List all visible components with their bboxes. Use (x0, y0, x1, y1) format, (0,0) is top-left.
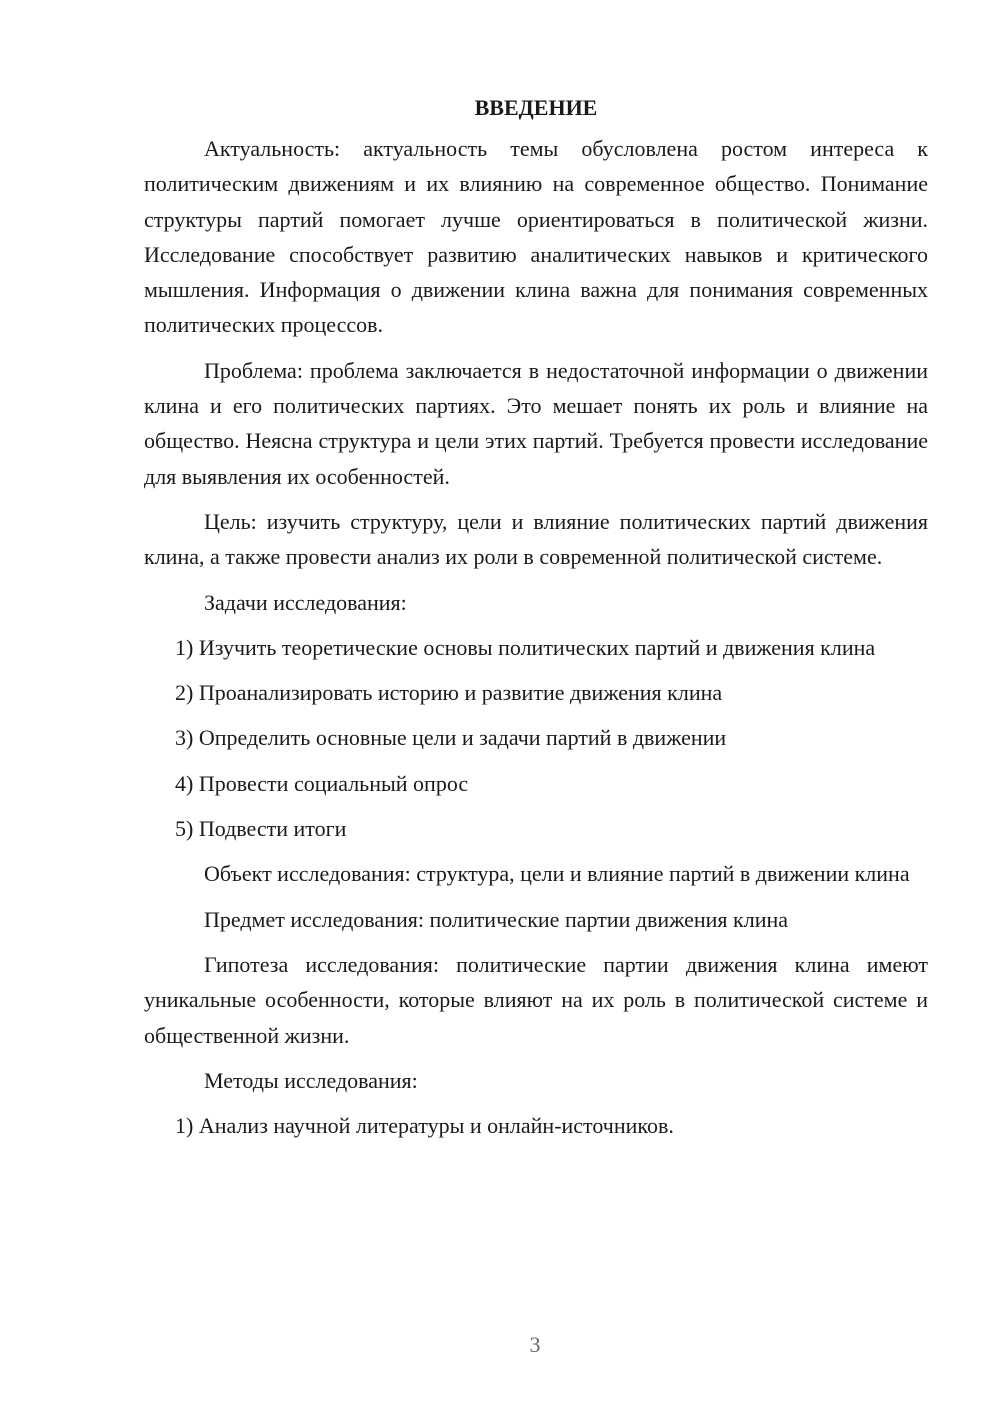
section-title: ВВЕДЕНИЕ (474, 95, 598, 120)
task-item: 1) Изучить теоретические основы политических партий и движения клина (175, 634, 876, 660)
task-item: 5) Подвести итоги (175, 816, 347, 842)
goal-paragraph: Цель: изучить структуру, цели и влияние политических партий движения клина, а также провести анализ их роли в современной политической системе. (144, 508, 928, 570)
methods-heading: Методы исследования: (204, 1067, 418, 1093)
relevance-paragraph: Актуальность: актуальность темы обусловлена ростом интереса к политическим движениям и их влиянию на современное общество. Понимание структуры партий помогает лучше ориентироваться в политической жизни. Исследование способствует развитию аналитических навыков и критического мышления. Информация о движении клина важна для понимания современных политических процессов. (144, 136, 928, 338)
object-paragraph: Объект исследования: структура, цели и влияние партий в движении клина (204, 861, 910, 887)
task-item: 4) Провести социальный опрос (175, 770, 469, 796)
task-item: 3) Определить основные цели и задачи партий в движении (175, 725, 727, 751)
page-number: 3 (529, 1332, 541, 1357)
tasks-heading: Задачи исследования: (204, 589, 407, 615)
problem-paragraph: Проблема: проблема заключается в недостаточной информации о движении клина и его политических партиях. Это мешает понять их роль и влияние на общество. Неясна структура и цели этих партий. Требуется провести исследование для выявления их особенностей. (144, 357, 928, 489)
task-item: 2) Проанализировать историю и развитие движения клина (175, 680, 723, 706)
hypothesis-paragraph: Гипотеза исследования: политические партии движения клина имеют уникальные особенности, которые влияют на их роль в политической системе и общественной жизни. (144, 951, 928, 1048)
subject-paragraph: Предмет исследования: политические партии движения клина (204, 906, 789, 932)
method-item: 1) Анализ научной литературы и онлайн-источников. (175, 1113, 674, 1139)
document-body (144, 90, 928, 1153)
